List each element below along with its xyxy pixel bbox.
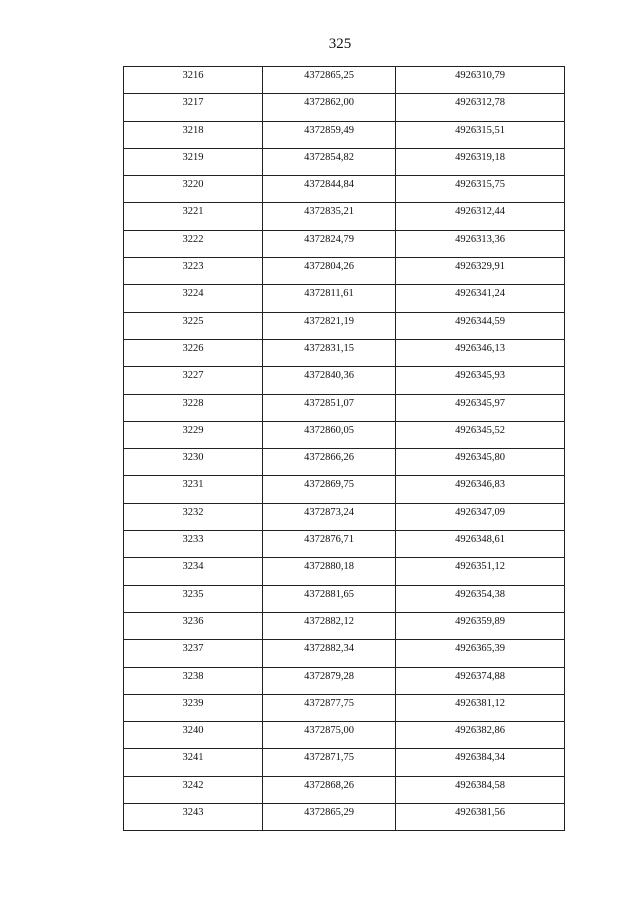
x-coordinate-cell: 4372835,21	[263, 203, 396, 230]
table-row	[124, 312, 565, 339]
y-coordinate-cell: 4926381,12	[396, 694, 565, 721]
y-coordinate-cell: 4926319,18	[396, 148, 565, 175]
x-coordinate-cell: 4372804,26	[263, 258, 396, 285]
point-number-cell: 3231	[124, 476, 263, 503]
table-row	[124, 203, 565, 230]
point-number-cell: 3220	[124, 176, 263, 203]
x-coordinate-cell: 4372882,12	[263, 612, 396, 639]
point-number-cell: 3238	[124, 667, 263, 694]
table-row	[124, 121, 565, 148]
table-row	[124, 339, 565, 366]
point-number-cell: 3235	[124, 585, 263, 612]
y-coordinate-cell: 4926354,38	[396, 585, 565, 612]
x-coordinate-cell: 4372869,75	[263, 476, 396, 503]
point-number-cell: 3216	[124, 67, 263, 94]
table-row	[124, 667, 565, 694]
y-coordinate-cell: 4926346,13	[396, 339, 565, 366]
table-row	[124, 503, 565, 530]
y-coordinate-cell: 4926312,78	[396, 94, 565, 121]
point-number-cell: 3233	[124, 531, 263, 558]
coordinates-table-body	[124, 67, 565, 831]
x-coordinate-cell: 4372880,18	[263, 558, 396, 585]
y-coordinate-cell: 4926315,75	[396, 176, 565, 203]
x-coordinate-cell: 4372851,07	[263, 394, 396, 421]
table-row	[124, 612, 565, 639]
point-number-cell: 3232	[124, 503, 263, 530]
table-row	[124, 476, 565, 503]
y-coordinate-cell: 4926345,97	[396, 394, 565, 421]
table-row	[124, 67, 565, 94]
x-coordinate-cell: 4372821,19	[263, 312, 396, 339]
table-row	[124, 421, 565, 448]
point-number-cell: 3225	[124, 312, 263, 339]
point-number-cell: 3230	[124, 449, 263, 476]
x-coordinate-cell: 4372865,25	[263, 67, 396, 94]
x-coordinate-cell: 4372881,65	[263, 585, 396, 612]
y-coordinate-cell: 4926347,09	[396, 503, 565, 530]
x-coordinate-cell: 4372860,05	[263, 421, 396, 448]
point-number-cell: 3240	[124, 722, 263, 749]
x-coordinate-cell: 4372811,61	[263, 285, 396, 312]
point-number-cell: 3239	[124, 694, 263, 721]
table-row	[124, 585, 565, 612]
y-coordinate-cell: 4926384,34	[396, 749, 565, 776]
y-coordinate-cell: 4926345,80	[396, 449, 565, 476]
table-row	[124, 258, 565, 285]
table-row	[124, 285, 565, 312]
table-row	[124, 148, 565, 175]
table-row	[124, 558, 565, 585]
table-row	[124, 640, 565, 667]
point-number-cell: 3218	[124, 121, 263, 148]
point-number-cell: 3227	[124, 367, 263, 394]
y-coordinate-cell: 4926345,52	[396, 421, 565, 448]
x-coordinate-cell: 4372879,28	[263, 667, 396, 694]
y-coordinate-cell: 4926381,56	[396, 804, 565, 831]
table-row	[124, 449, 565, 476]
table-row	[124, 176, 565, 203]
table-row	[124, 722, 565, 749]
point-number-cell: 3242	[124, 776, 263, 803]
y-coordinate-cell: 4926313,36	[396, 230, 565, 257]
y-coordinate-cell: 4926310,79	[396, 67, 565, 94]
y-coordinate-cell: 4926348,61	[396, 531, 565, 558]
table-row	[124, 94, 565, 121]
y-coordinate-cell: 4926359,89	[396, 612, 565, 639]
x-coordinate-cell: 4372873,24	[263, 503, 396, 530]
point-number-cell: 3237	[124, 640, 263, 667]
y-coordinate-cell: 4926344,59	[396, 312, 565, 339]
point-number-cell: 3224	[124, 285, 263, 312]
table-row	[124, 394, 565, 421]
y-coordinate-cell: 4926365,39	[396, 640, 565, 667]
x-coordinate-cell: 4372831,15	[263, 339, 396, 366]
point-number-cell: 3223	[124, 258, 263, 285]
y-coordinate-cell: 4926384,58	[396, 776, 565, 803]
x-coordinate-cell: 4372866,26	[263, 449, 396, 476]
x-coordinate-cell: 4372871,75	[263, 749, 396, 776]
y-coordinate-cell: 4926374,88	[396, 667, 565, 694]
table-row	[124, 230, 565, 257]
point-number-cell: 3221	[124, 203, 263, 230]
table-row	[124, 694, 565, 721]
x-coordinate-cell: 4372875,00	[263, 722, 396, 749]
y-coordinate-cell: 4926329,91	[396, 258, 565, 285]
y-coordinate-cell: 4926341,24	[396, 285, 565, 312]
point-number-cell: 3241	[124, 749, 263, 776]
y-coordinate-cell: 4926315,51	[396, 121, 565, 148]
table-row	[124, 749, 565, 776]
x-coordinate-cell: 4372824,79	[263, 230, 396, 257]
x-coordinate-cell: 4372854,82	[263, 148, 396, 175]
y-coordinate-cell: 4926351,12	[396, 558, 565, 585]
x-coordinate-cell: 4372859,49	[263, 121, 396, 148]
x-coordinate-cell: 4372865,29	[263, 804, 396, 831]
point-number-cell: 3222	[124, 230, 263, 257]
table-row	[124, 804, 565, 831]
x-coordinate-cell: 4372877,75	[263, 694, 396, 721]
coordinates-table	[123, 66, 565, 831]
point-number-cell: 3243	[124, 804, 263, 831]
point-number-cell: 3228	[124, 394, 263, 421]
point-number-cell: 3217	[124, 94, 263, 121]
x-coordinate-cell: 4372840,36	[263, 367, 396, 394]
x-coordinate-cell: 4372862,00	[263, 94, 396, 121]
x-coordinate-cell: 4372868,26	[263, 776, 396, 803]
x-coordinate-cell: 4372844,84	[263, 176, 396, 203]
y-coordinate-cell: 4926346,83	[396, 476, 565, 503]
x-coordinate-cell: 4372882,34	[263, 640, 396, 667]
y-coordinate-cell: 4926312,44	[396, 203, 565, 230]
x-coordinate-cell: 4372876,71	[263, 531, 396, 558]
page-number: 325	[328, 36, 352, 52]
y-coordinate-cell: 4926382,86	[396, 722, 565, 749]
point-number-cell: 3234	[124, 558, 263, 585]
table-row	[124, 776, 565, 803]
point-number-cell: 3219	[124, 148, 263, 175]
point-number-cell: 3229	[124, 421, 263, 448]
table-row	[124, 367, 565, 394]
point-number-cell: 3226	[124, 339, 263, 366]
y-coordinate-cell: 4926345,93	[396, 367, 565, 394]
table-row	[124, 531, 565, 558]
point-number-cell: 3236	[124, 612, 263, 639]
